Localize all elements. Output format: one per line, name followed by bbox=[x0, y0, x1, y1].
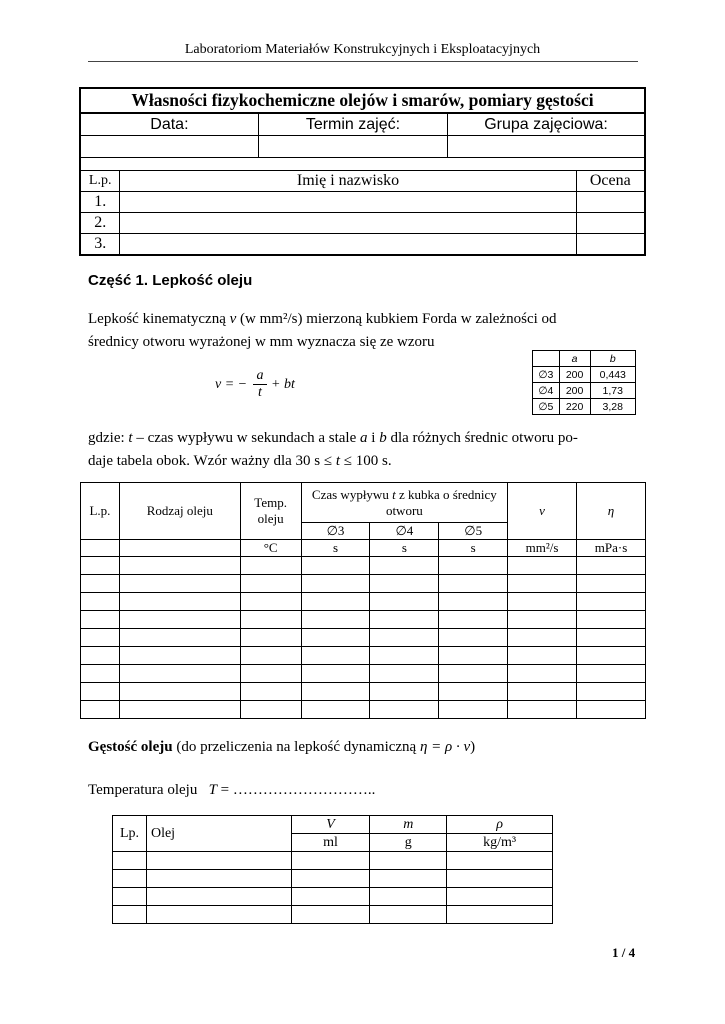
cell[interactable] bbox=[301, 665, 370, 683]
density-heading-line bbox=[88, 736, 475, 759]
formula-fraction bbox=[253, 368, 267, 401]
coef-header bbox=[533, 351, 560, 367]
cell[interactable] bbox=[119, 647, 240, 665]
cell[interactable] bbox=[370, 593, 439, 611]
cell[interactable] bbox=[370, 906, 447, 924]
cell[interactable] bbox=[370, 647, 439, 665]
cell[interactable] bbox=[447, 870, 553, 888]
cell[interactable] bbox=[81, 629, 120, 647]
cell[interactable] bbox=[119, 683, 240, 701]
cell[interactable] bbox=[81, 557, 120, 575]
table-row bbox=[113, 888, 553, 906]
table-row bbox=[81, 647, 646, 665]
text: (w mm²/s) mierzoną kubkiem Forda w zależności od bbox=[236, 311, 557, 327]
cell[interactable] bbox=[146, 870, 291, 888]
cell[interactable] bbox=[240, 557, 301, 575]
form-title: Własności fizykochemiczne olejów i smarów, pomiary gęstości bbox=[80, 88, 645, 113]
t-symbol: t bbox=[392, 486, 396, 502]
formula-numerator: a bbox=[256, 368, 264, 383]
date-label: Data: bbox=[80, 113, 258, 136]
cell[interactable] bbox=[577, 665, 646, 683]
cell[interactable] bbox=[447, 888, 553, 906]
unit-time: s bbox=[301, 540, 370, 557]
text: z kubka o średnicy otworu bbox=[385, 486, 497, 518]
mass-header: m bbox=[370, 816, 447, 834]
formula-denominator: t bbox=[258, 385, 262, 400]
cell[interactable] bbox=[81, 683, 120, 701]
cell[interactable] bbox=[301, 683, 370, 701]
text: daje tabela obok. Wzór ważny dla 30 s ≤ bbox=[88, 453, 336, 469]
name-field[interactable] bbox=[120, 213, 576, 234]
cell[interactable] bbox=[370, 611, 439, 629]
cell[interactable] bbox=[113, 906, 147, 924]
name-header: Imię i nazwisko bbox=[120, 171, 576, 192]
cell[interactable] bbox=[370, 888, 447, 906]
text: ≤ 100 s. bbox=[340, 453, 392, 469]
cell[interactable] bbox=[301, 647, 370, 665]
cell[interactable] bbox=[370, 870, 447, 888]
cell[interactable] bbox=[240, 647, 301, 665]
section-heading: Część 1. Lepkość oleju bbox=[88, 272, 253, 289]
text: średnicy otworu wyrażonej w mm wyznacza się ze wzoru bbox=[88, 334, 435, 350]
cell[interactable] bbox=[439, 683, 508, 701]
cell[interactable] bbox=[81, 575, 120, 593]
t-symbol: t bbox=[128, 430, 133, 446]
grade-field[interactable] bbox=[576, 213, 645, 234]
where-paragraph bbox=[88, 427, 578, 473]
cell[interactable] bbox=[240, 629, 301, 647]
unit-time: s bbox=[370, 540, 439, 557]
cell[interactable] bbox=[240, 701, 301, 719]
cell[interactable] bbox=[577, 629, 646, 647]
cell[interactable] bbox=[301, 557, 370, 575]
cell[interactable] bbox=[81, 701, 120, 719]
name-field[interactable] bbox=[120, 192, 576, 213]
cell[interactable] bbox=[439, 665, 508, 683]
cell[interactable] bbox=[370, 683, 439, 701]
page-header: Laboratoriom Materiałów Konstrukcyjnych i Eksploatacyjnych bbox=[184, 42, 541, 57]
cell[interactable] bbox=[508, 575, 577, 593]
spacer-row bbox=[80, 158, 645, 171]
T-symbol: T bbox=[208, 782, 217, 798]
cell[interactable] bbox=[447, 906, 553, 924]
coef-cell: 200 bbox=[559, 367, 590, 383]
cell[interactable] bbox=[439, 647, 508, 665]
table-row bbox=[81, 629, 646, 647]
coef-cell: 200 bbox=[559, 383, 590, 399]
cell[interactable] bbox=[113, 852, 147, 870]
cell[interactable] bbox=[439, 593, 508, 611]
cell[interactable] bbox=[146, 888, 291, 906]
cell[interactable] bbox=[113, 870, 147, 888]
formula-rhs: + bt bbox=[271, 377, 295, 392]
text: Czas wypływu bbox=[311, 486, 393, 502]
cell[interactable] bbox=[508, 647, 577, 665]
cell[interactable] bbox=[240, 593, 301, 611]
grade-field[interactable] bbox=[576, 234, 645, 256]
text: i bbox=[367, 430, 380, 446]
coef-cell: ∅5 bbox=[533, 399, 560, 415]
oil-type-header: Rodzaj oleju bbox=[119, 483, 240, 540]
b-symbol: b bbox=[379, 430, 387, 446]
title-table bbox=[79, 87, 646, 256]
cell[interactable] bbox=[119, 701, 240, 719]
cell[interactable] bbox=[81, 665, 120, 683]
cell[interactable] bbox=[119, 629, 240, 647]
cell[interactable] bbox=[291, 852, 370, 870]
text: ) bbox=[470, 739, 476, 755]
cell[interactable] bbox=[81, 611, 120, 629]
group-label: Grupa zajęciowa: bbox=[448, 113, 645, 136]
lp-header: Lp. bbox=[113, 816, 147, 852]
cell[interactable] bbox=[146, 852, 291, 870]
diameter-3-header: ∅3 bbox=[301, 523, 370, 540]
unit-mass: g bbox=[370, 834, 447, 852]
header-rule bbox=[88, 61, 638, 62]
unit-cell bbox=[119, 540, 240, 557]
cell[interactable] bbox=[113, 888, 147, 906]
density-header: ρ bbox=[447, 816, 553, 834]
group-field[interactable] bbox=[448, 136, 645, 158]
cell[interactable] bbox=[439, 611, 508, 629]
lp-header: L.p. bbox=[81, 483, 120, 540]
cell[interactable] bbox=[240, 683, 301, 701]
cell[interactable] bbox=[291, 888, 370, 906]
diameter-5-header: ∅5 bbox=[439, 523, 508, 540]
term-field[interactable] bbox=[258, 136, 447, 158]
cell[interactable] bbox=[291, 870, 370, 888]
cell[interactable] bbox=[370, 852, 447, 870]
cell[interactable] bbox=[81, 647, 120, 665]
cell[interactable] bbox=[508, 629, 577, 647]
coef-header: b bbox=[590, 351, 635, 367]
cell[interactable] bbox=[577, 647, 646, 665]
volume-header: V bbox=[291, 816, 370, 834]
cell[interactable] bbox=[119, 665, 240, 683]
cell[interactable] bbox=[370, 629, 439, 647]
diameter-4-header: ∅4 bbox=[370, 523, 439, 540]
row-number: 2. bbox=[80, 213, 120, 234]
cell[interactable] bbox=[577, 683, 646, 701]
lp-header: L.p. bbox=[80, 171, 120, 192]
table-row bbox=[81, 575, 646, 593]
text: dla różnych średnic otworu po- bbox=[386, 430, 578, 446]
cell[interactable] bbox=[146, 906, 291, 924]
cell[interactable] bbox=[119, 611, 240, 629]
coef-cell: ∅4 bbox=[533, 383, 560, 399]
term-label: Termin zajęć: bbox=[258, 113, 447, 136]
intro-paragraph bbox=[88, 308, 557, 354]
name-field[interactable] bbox=[120, 234, 576, 256]
table-row bbox=[113, 852, 553, 870]
cell[interactable] bbox=[439, 575, 508, 593]
text: – czas wypływu w sekundach a stale bbox=[132, 430, 361, 446]
table-row bbox=[81, 683, 646, 701]
text: gdzie: bbox=[88, 430, 129, 446]
text: Temperatura oleju bbox=[88, 782, 209, 798]
cell[interactable] bbox=[370, 557, 439, 575]
cell[interactable] bbox=[240, 665, 301, 683]
coef-header: a bbox=[559, 351, 590, 367]
cell[interactable] bbox=[577, 557, 646, 575]
table-row bbox=[81, 701, 646, 719]
cell[interactable] bbox=[119, 575, 240, 593]
row-number: 3. bbox=[80, 234, 120, 256]
cell[interactable] bbox=[119, 557, 240, 575]
coefficient-table bbox=[532, 350, 636, 415]
cell[interactable] bbox=[119, 593, 240, 611]
eta-header: η bbox=[577, 483, 646, 540]
coef-cell: 220 bbox=[559, 399, 590, 415]
t-symbol: t bbox=[335, 453, 341, 469]
table-row bbox=[81, 665, 646, 683]
row-number: 1. bbox=[80, 192, 120, 213]
cell[interactable] bbox=[508, 593, 577, 611]
grade-field[interactable] bbox=[576, 192, 645, 213]
coef-cell: 3,28 bbox=[590, 399, 635, 415]
unit-density: kg/m³ bbox=[447, 834, 553, 852]
cell[interactable] bbox=[439, 701, 508, 719]
coef-cell: 0,443 bbox=[590, 367, 635, 383]
nu-header: ν bbox=[508, 483, 577, 540]
coef-cell: ∅3 bbox=[533, 367, 560, 383]
temp-header: Temp. oleju bbox=[240, 483, 301, 540]
cell[interactable] bbox=[577, 611, 646, 629]
cell[interactable] bbox=[508, 683, 577, 701]
cell[interactable] bbox=[301, 701, 370, 719]
dynamic-viscosity-formula: η = ρ · ν bbox=[419, 739, 471, 755]
formula-lhs: ν = − bbox=[215, 377, 248, 392]
table-row bbox=[113, 906, 553, 924]
cell[interactable] bbox=[577, 593, 646, 611]
cell[interactable] bbox=[291, 906, 370, 924]
density-table bbox=[112, 815, 553, 924]
cell[interactable] bbox=[370, 575, 439, 593]
cell[interactable] bbox=[370, 665, 439, 683]
table-row bbox=[81, 593, 646, 611]
cell[interactable] bbox=[508, 701, 577, 719]
cell[interactable] bbox=[81, 593, 120, 611]
oil-header: Olej bbox=[146, 816, 291, 852]
flow-time-header bbox=[301, 483, 508, 523]
grade-header: Ocena bbox=[576, 171, 645, 192]
unit-volume: ml bbox=[291, 834, 370, 852]
oil-temperature-line bbox=[88, 779, 375, 802]
cell[interactable] bbox=[508, 665, 577, 683]
cell[interactable] bbox=[240, 575, 301, 593]
cell[interactable] bbox=[577, 701, 646, 719]
cell[interactable] bbox=[301, 593, 370, 611]
page-number: 1 / 4 bbox=[612, 945, 636, 960]
cell[interactable] bbox=[240, 611, 301, 629]
cell[interactable] bbox=[508, 611, 577, 629]
temperature-blank: = ……………………….. bbox=[216, 782, 376, 798]
text: (do przeliczenia na lepkość dynamiczną bbox=[172, 739, 420, 755]
a-symbol: a bbox=[360, 430, 368, 446]
cell[interactable] bbox=[301, 611, 370, 629]
cell[interactable] bbox=[439, 557, 508, 575]
viscosity-formula bbox=[215, 368, 305, 402]
cell[interactable] bbox=[447, 852, 553, 870]
text: Lepkość kinematyczną bbox=[88, 311, 230, 327]
unit-time: s bbox=[439, 540, 508, 557]
table-row bbox=[81, 611, 646, 629]
unit-nu: mm²/s bbox=[508, 540, 577, 557]
unit-eta: mPa·s bbox=[577, 540, 646, 557]
table-row bbox=[81, 557, 646, 575]
coef-cell: 1,73 bbox=[590, 383, 635, 399]
cell[interactable] bbox=[301, 575, 370, 593]
cell[interactable] bbox=[370, 701, 439, 719]
unit-cell bbox=[81, 540, 120, 557]
nu-symbol: ν bbox=[229, 311, 237, 327]
cell[interactable] bbox=[301, 629, 370, 647]
table-row bbox=[113, 870, 553, 888]
cell[interactable] bbox=[439, 629, 508, 647]
measurement-table bbox=[80, 482, 646, 719]
cell[interactable] bbox=[508, 557, 577, 575]
cell[interactable] bbox=[577, 575, 646, 593]
date-field[interactable] bbox=[80, 136, 258, 158]
density-heading: Gęstość oleju bbox=[88, 739, 173, 755]
unit-temp: °C bbox=[240, 540, 301, 557]
